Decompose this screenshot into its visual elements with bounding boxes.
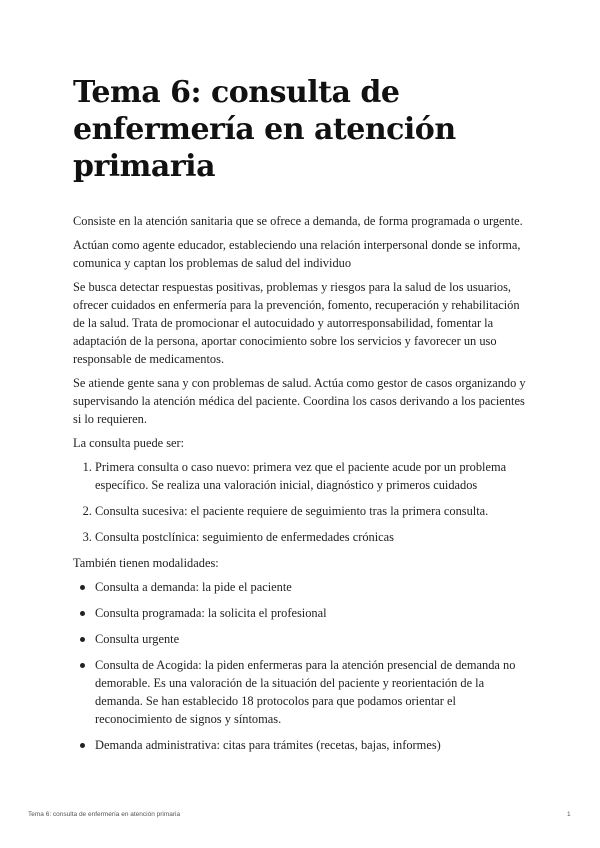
consulta-intro: La consulta puede ser: <box>73 436 185 450</box>
bullet-icon <box>80 637 85 642</box>
list-item <box>95 736 533 754</box>
bullet-icon <box>80 743 85 748</box>
paragraph: Actúan como agente educador, estableciendo una relación interpersonal donde se informa, comunica y captan los problemas de salud del individuo <box>73 238 521 270</box>
bullet-icon <box>80 663 85 668</box>
modalidades-intro: También tienen modalidades: <box>73 556 219 570</box>
consulta-types-list <box>73 458 533 546</box>
footer-title: Tema 6: consulta de enfermería en atención primaria <box>28 811 181 818</box>
modalidades-list <box>73 578 533 754</box>
list-item: 1. Primera consulta o caso nuevo: primera vez que el paciente acude por un problema específico. Se realiza una valoración inicial, diagnóstico y primeros cuidados <box>95 458 533 494</box>
paragraph: Consiste en la atención sanitaria que se ofrece a demanda, de forma programada o urgente. <box>73 214 523 228</box>
list-item: 3. Consulta postclínica: seguimiento de enfermedades crónicas <box>95 528 533 546</box>
list-item-text: Demanda administrativa: citas para trámites (recetas, bajas, informes) <box>95 738 441 752</box>
list-item <box>95 630 533 648</box>
paragraph: Se busca detectar respuestas positivas, problemas y riesgos para la salud de los usuarios, ofrecer cuidados en enfermería para la prevención, fomento, recuperación y rehabilitación de la salud. Trata de promocionar el autocuidado y autorresponsabilidad, fomentar la adaptación de la persona, aportar conocimiento sobre los servicios y favorecer un uso responsable de medicamentos. <box>73 280 520 366</box>
list-item-text: Consulta programada: la solicita el profesional <box>95 606 327 620</box>
page-number: 1 <box>567 811 571 818</box>
document-page <box>73 74 533 762</box>
list-item <box>95 656 533 728</box>
list-item <box>95 578 533 596</box>
paragraph: Se atiende gente sana y con problemas de salud. Actúa como gestor de casos organizando y supervisando la atención médica del paciente. Coordina los casos derivando a los pacientes si lo requieren. <box>73 376 526 426</box>
list-item-text: Consulta urgente <box>95 632 180 646</box>
page-title: Tema 6: consulta de enfermería en atención primaria <box>73 75 456 184</box>
list-item-text: Consulta de Acogida: la piden enfermeras para la atención presencial de demanda no demorable. Es una valoración de la situación del paciente y reorientación de la demanda. Se han establecido 18 protocolos para que podamos orientar el reconocimiento de signos y síntomas. <box>95 658 516 726</box>
bullet-icon <box>80 611 85 616</box>
list-item: 2. Consulta sucesiva: el paciente requiere de seguimiento tras la primera consulta. <box>95 502 533 520</box>
bullet-icon <box>80 585 85 590</box>
list-item <box>95 604 533 622</box>
list-item-text: Consulta a demanda: la pide el paciente <box>95 580 292 594</box>
